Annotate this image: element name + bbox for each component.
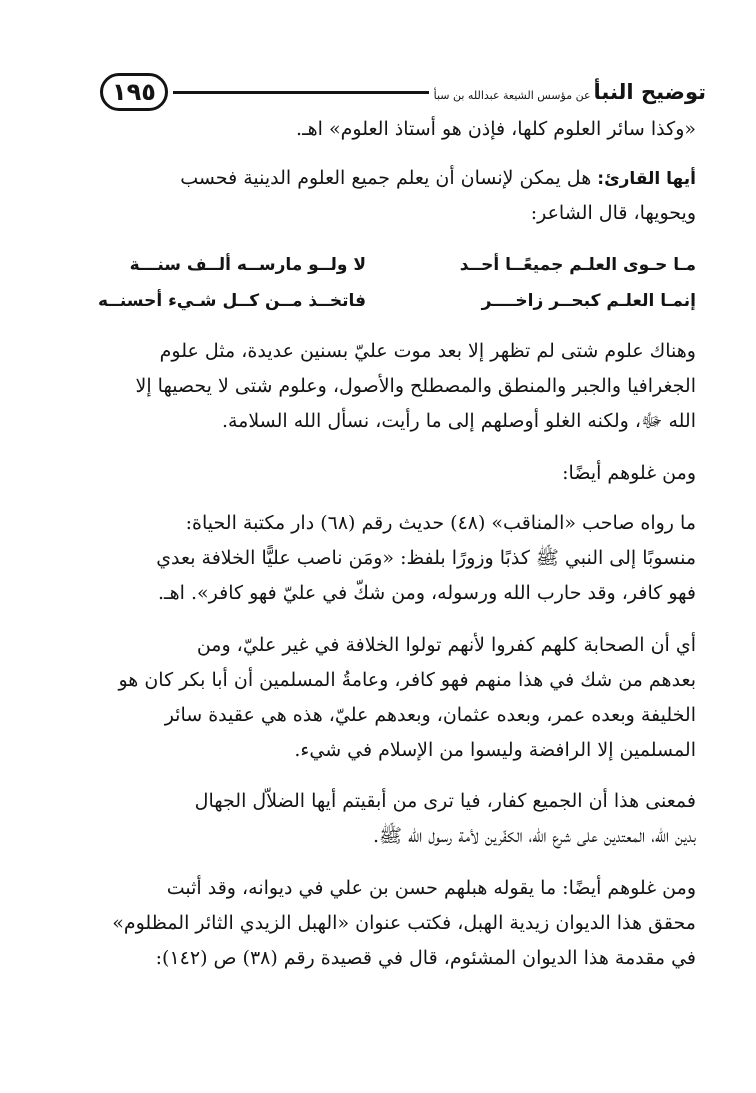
- para6-line3: الخليفة وبعده عمر، وبعده عثمان، وبعدهم عليّ، هذه هي عقيدة سائر: [164, 704, 696, 726]
- para4-line1: ومن غلوهم أيضًا:: [562, 462, 696, 484]
- para8-line2: محقق هذا الديوان زيدية الهبل، فكتب عنوان «الهبل الزيدي الثائر المظلوم»: [112, 912, 696, 934]
- para3-line3: الله ﷻ، ولكنه الغلو أوصلهم إلى ما رأيت، نسأل الله السلامة.: [221, 410, 696, 432]
- para3-line2: الجغرافيا والجبر والمنطق والمصطلح والأصول، وعلوم شتى لا يحصيها إلا: [135, 375, 696, 397]
- book-title-main: توضيح النبأ: [593, 80, 706, 104]
- poem-verse2-first-hemistich: إنمـا العلـم كبحــر زاخــــر: [481, 291, 696, 311]
- para2-line1: [96, 163, 696, 193]
- para5-line1: ما رواه صاحب «المناقب» (٤٨) حديث رقم (٦٨) دار مكتبة الحياة:: [185, 512, 696, 534]
- para5-line3: فهو كافر، وقد حارب الله ورسوله، ومن شكّ في عليّ فهو كافر». اهـ.: [158, 582, 696, 604]
- para7-line1: فمعنى هذا أن الجميع كفار، فيا ترى من أبقيتم أيها الضلاّل الجهال: [194, 790, 696, 812]
- para6-line4: المسلمين إلا الرافضة وليسوا من الإسلام في شيء.: [294, 739, 696, 761]
- para7-line2: بدين الله، المعتدين على شرع الله، الكفّرين لأمة رسول الله ﷺ.: [373, 825, 696, 847]
- book-title: [434, 80, 706, 104]
- book-title-sub: عن مؤسس الشيعة عبدالله بن سبأ: [433, 89, 591, 102]
- reader-label: أيها القارئ:: [597, 169, 696, 189]
- para1-line1: «وكذا سائر العلوم كلها، فإذن هو أستاذ العلوم» اهـ.: [296, 118, 696, 140]
- para3-line1: وهناك علوم شتى لم تظهر إلا بعد موت عليّ بسنين عديدة، مثل علوم: [159, 340, 696, 362]
- para8-line3: في مقدمة هذا الديوان المشئوم، قال في قصيدة رقم (٣٨) ص (١٤٢):: [155, 947, 696, 969]
- poem-verse1-first-hemistich: مـا حـوى العلـم جميعًــا أحــد: [459, 255, 696, 275]
- header-rule: [173, 91, 429, 94]
- para6-line2: بعدهم من شك في هذا منهم فهو كافر، وعامةُ المسلمين أن أبا بكر كان هو: [118, 669, 696, 691]
- para8-line1: ومن غلوهم أيضًا: ما يقوله هبلهم حسن بن علي في ديوانه، وقد أثبت: [166, 877, 696, 899]
- poem-verse1-second-hemistich: لا ولــو مارســه ألــف سنـــة: [129, 255, 366, 275]
- para2-line2: ويحويها، قال الشاعر:: [530, 202, 696, 224]
- para2-line1-text: هل يمكن لإنسان أن يعلم جميع العلوم الدينية فحسب: [180, 167, 592, 189]
- para5-line2: منسوبًا إلى النبي ﷺ كذبًا وزورًا بلفظ: «ومَن ناصب عليًّا الخلافة بعدي: [156, 547, 696, 569]
- page-number: ١٩٥: [100, 73, 168, 111]
- running-header: [100, 72, 706, 112]
- para6-line1: أي أن الصحابة كلهم كفروا لأنهم تولوا الخلافة في غير عليّ، ومن: [196, 634, 696, 656]
- poem-verse2-second-hemistich: فاتخــذ مــن كــل شـيء أحسنــه: [97, 291, 366, 311]
